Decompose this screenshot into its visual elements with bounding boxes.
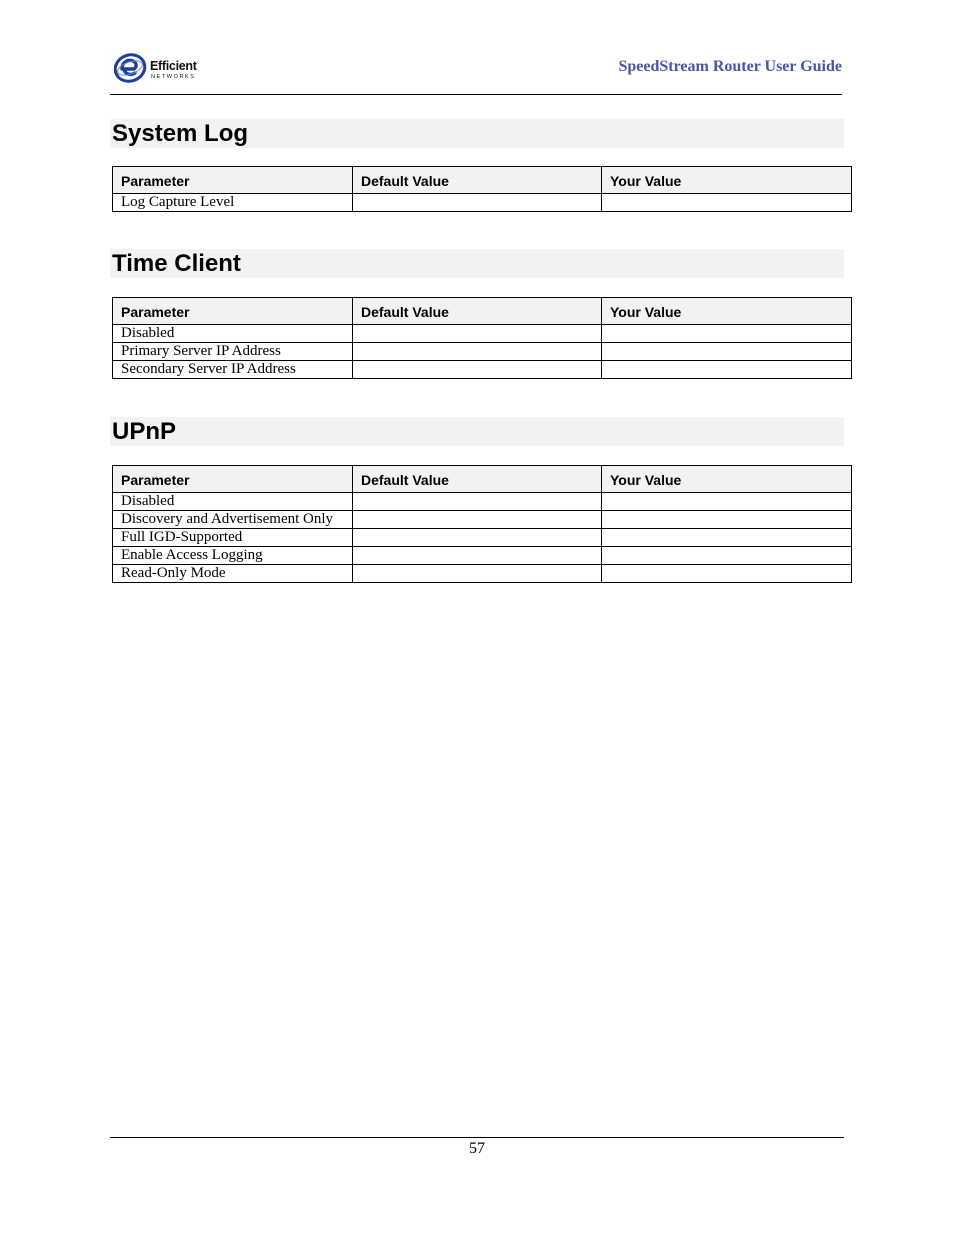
your-value-cell: [602, 547, 852, 565]
column-header-parameter: Parameter: [113, 298, 353, 325]
your-value-cell: [602, 511, 852, 529]
table-row: [113, 361, 852, 379]
parameter-cell: Enable Access Logging: [113, 547, 353, 565]
parameter-cell: Primary Server IP Address: [113, 343, 353, 361]
parameter-cell: Disabled: [113, 493, 353, 511]
default-value-cell: [353, 493, 602, 511]
column-header-parameter: Parameter: [113, 167, 353, 194]
default-value-cell: [353, 565, 602, 583]
upnp-table: [112, 465, 852, 583]
default-value-cell: [353, 547, 602, 565]
default-value-cell: [353, 511, 602, 529]
page-header: [110, 48, 842, 95]
your-value-cell: [602, 493, 852, 511]
table-row: [113, 547, 852, 565]
logo-wordmark: Efficient: [150, 59, 197, 73]
column-header-your-value: Your Value: [602, 298, 852, 325]
your-value-cell: [602, 361, 852, 379]
column-header-default-value: Default Value: [353, 167, 602, 194]
table-row: [113, 565, 852, 583]
table-row: [113, 325, 852, 343]
section-heading-system-log: System Log: [110, 119, 844, 148]
footer-divider: [110, 1137, 844, 1138]
parameter-cell: Read-Only Mode: [113, 565, 353, 583]
table-header-row: [113, 466, 852, 493]
table-row: [113, 493, 852, 511]
efficient-networks-logo: [114, 52, 214, 86]
parameter-cell: Disabled: [113, 325, 353, 343]
default-value-cell: [353, 194, 602, 212]
default-value-cell: [353, 325, 602, 343]
parameter-cell: Full IGD-Supported: [113, 529, 353, 547]
table-row: [113, 343, 852, 361]
parameter-cell: Log Capture Level: [113, 194, 353, 212]
your-value-cell: [602, 529, 852, 547]
table-row: [113, 194, 852, 212]
page-number: 57: [469, 1140, 485, 1157]
column-header-parameter: Parameter: [113, 466, 353, 493]
section-heading-upnp: UPnP: [110, 417, 844, 446]
default-value-cell: [353, 529, 602, 547]
time-client-table: [112, 297, 852, 379]
guide-title: SpeedStream Router User Guide: [618, 58, 842, 75]
parameter-cell: Secondary Server IP Address: [113, 361, 353, 379]
your-value-cell: [602, 194, 852, 212]
table-header-row: [113, 167, 852, 194]
column-header-your-value: Your Value: [602, 466, 852, 493]
logo-e-icon: [114, 52, 148, 84]
parameter-cell: Discovery and Advertisement Only: [113, 511, 353, 529]
column-header-default-value: Default Value: [353, 466, 602, 493]
section-heading-time-client: Time Client: [110, 249, 844, 278]
system-log-table: [112, 166, 852, 212]
column-header-your-value: Your Value: [602, 167, 852, 194]
default-value-cell: [353, 343, 602, 361]
table-row: [113, 511, 852, 529]
table-header-row: [113, 298, 852, 325]
your-value-cell: [602, 343, 852, 361]
default-value-cell: [353, 361, 602, 379]
table-row: [113, 529, 852, 547]
logo-subtitle: NETWORKS: [151, 74, 196, 80]
column-header-default-value: Default Value: [353, 298, 602, 325]
your-value-cell: [602, 325, 852, 343]
your-value-cell: [602, 565, 852, 583]
